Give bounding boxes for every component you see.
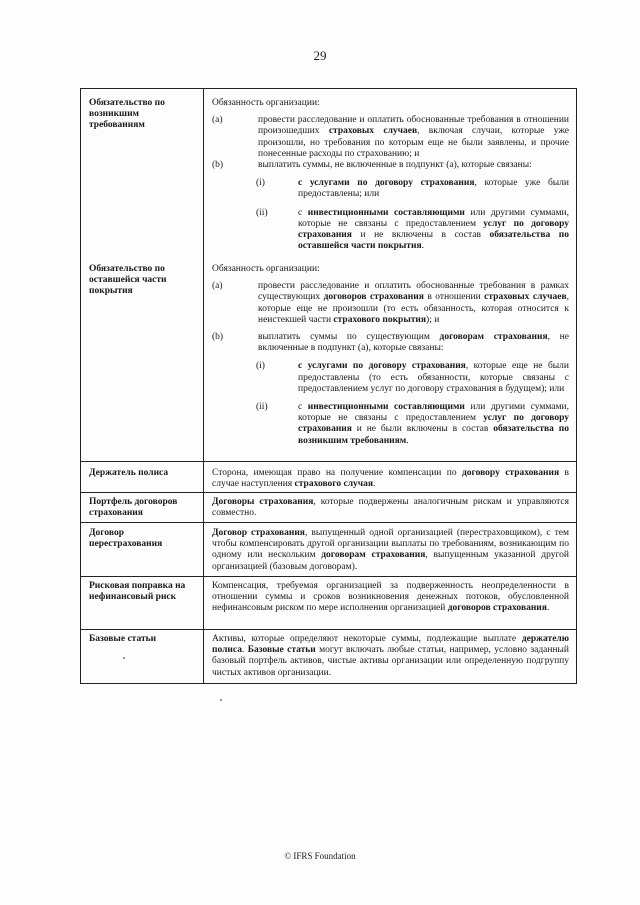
row-divider — [81, 492, 576, 493]
list-marker: (a) — [212, 115, 223, 126]
term-cell: Обязательство по оставшейся части покрытия — [89, 264, 167, 296]
list-marker: (a) — [212, 281, 223, 292]
list-item: (a) провести расследование и оплатить обоснованные требования в отношении произошедших страховых случаев, включая случаи, которые уже произошли, но требования по которым еще не были заявлены, и прочие понесенные расходы по страхованию; и — [212, 115, 570, 159]
list-item: (b) выплатить суммы по существующим договорам страхования, не включенные в подпункт (a), которые связаны: — [212, 332, 569, 354]
page-number: 29 — [313, 48, 327, 63]
term-cell: Держатель полиса — [89, 468, 169, 478]
sub-list-item: (i) с услугами по договору страхования, которые уже были предоставлены; или — [256, 178, 569, 200]
list-marker: (b) — [212, 160, 224, 171]
list-marker: (i) — [256, 361, 265, 372]
term-cell: Обязательство по возникшим требованиям — [89, 98, 165, 130]
list-marker: (ii) — [256, 402, 268, 413]
sub-list-item: (i) с услугами по договору страхования, которые еще не были предоставлены (то есть обязанности, которые связаны с предоставлением услуг по договору страхования в будущем); или — [256, 361, 569, 394]
list-marker: (b) — [212, 332, 224, 343]
definition-cell — [212, 264, 569, 447]
list-item: (a) провести расследование и оплатить обоснованные требования в рамках существующих договоров страхования в отношении страховых случаев, которые еще не произошли (то есть обязанность, которая относится к неистекшей части страхового покрытия); и — [212, 281, 569, 325]
row-divider — [81, 522, 576, 523]
definition-intro: Обязанность организации: — [212, 264, 320, 274]
scan-speck — [220, 699, 222, 701]
row-divider — [81, 629, 576, 630]
definition-intro: Обязанность организации: — [212, 98, 320, 108]
definition-cell: Сторона, имеющая право на получение компенсации по договору страхования в случае наступления страхового случая. — [212, 468, 569, 490]
list-item: (b) выплатить суммы, не включенные в подпункт (a), которые связаны: — [212, 160, 532, 171]
row-divider — [81, 576, 576, 577]
definition-cell: Договор страхования, выпущенный одной организацией (перестраховщиком), с тем чтобы компенсировать другой организации выплаты по требованиям, возникающим по одному или нескольким договорам страхования, выпущенным указанной другой организацией (базовым договорам). — [212, 528, 569, 572]
column-divider — [203, 89, 204, 683]
sub-list-item: (ii) с инвестиционными составляющими или другими суммами, которые не связаны с предоставлением услуг по договору страхования и не включены в состав обязательства по оставшейся части покрытия. — [256, 207, 569, 252]
definition-cell: Договоры страхования, которые подвержены аналогичным рискам и управляются совместно. — [212, 497, 570, 519]
row-divider — [81, 461, 576, 462]
footer-copyright: © IFRS Foundation — [284, 851, 356, 861]
definition-cell: Активы, которые определяют некоторые суммы, подлежащие выплате держателю полиса. Базовые статьи могут включать любые статьи, например, условно заданный базовый портфель активов, чистые активы организации или определенную подгруппу чистых активов организации. — [212, 634, 570, 678]
scan-speck — [123, 657, 125, 659]
glossary-table — [80, 88, 577, 684]
definition-cell — [212, 98, 569, 252]
term-cell: Базовые статьи — [89, 634, 157, 644]
term-cell: Договор перестрахования — [89, 528, 163, 549]
term-cell: Портфель договоров страхования — [89, 497, 178, 518]
sub-list-item: (ii) с инвестиционными составляющими или другими суммами, которые не связаны с предоставлением услуг по договору страхования и не были включены в состав обязательства по возникшим требованиям. — [256, 402, 570, 446]
definition-cell: Компенсация, требуемая организацией за подверженность неопределенности в отношении суммы и сроков возникновения денежных потоков, обусловленной нефинансовым риском по мере исполнения организацией договоров страхования. — [212, 581, 569, 614]
term-cell: Рисковая поправка на нефинансовый риск — [89, 581, 186, 602]
list-marker: (ii) — [256, 207, 268, 218]
list-marker: (i) — [256, 178, 265, 189]
